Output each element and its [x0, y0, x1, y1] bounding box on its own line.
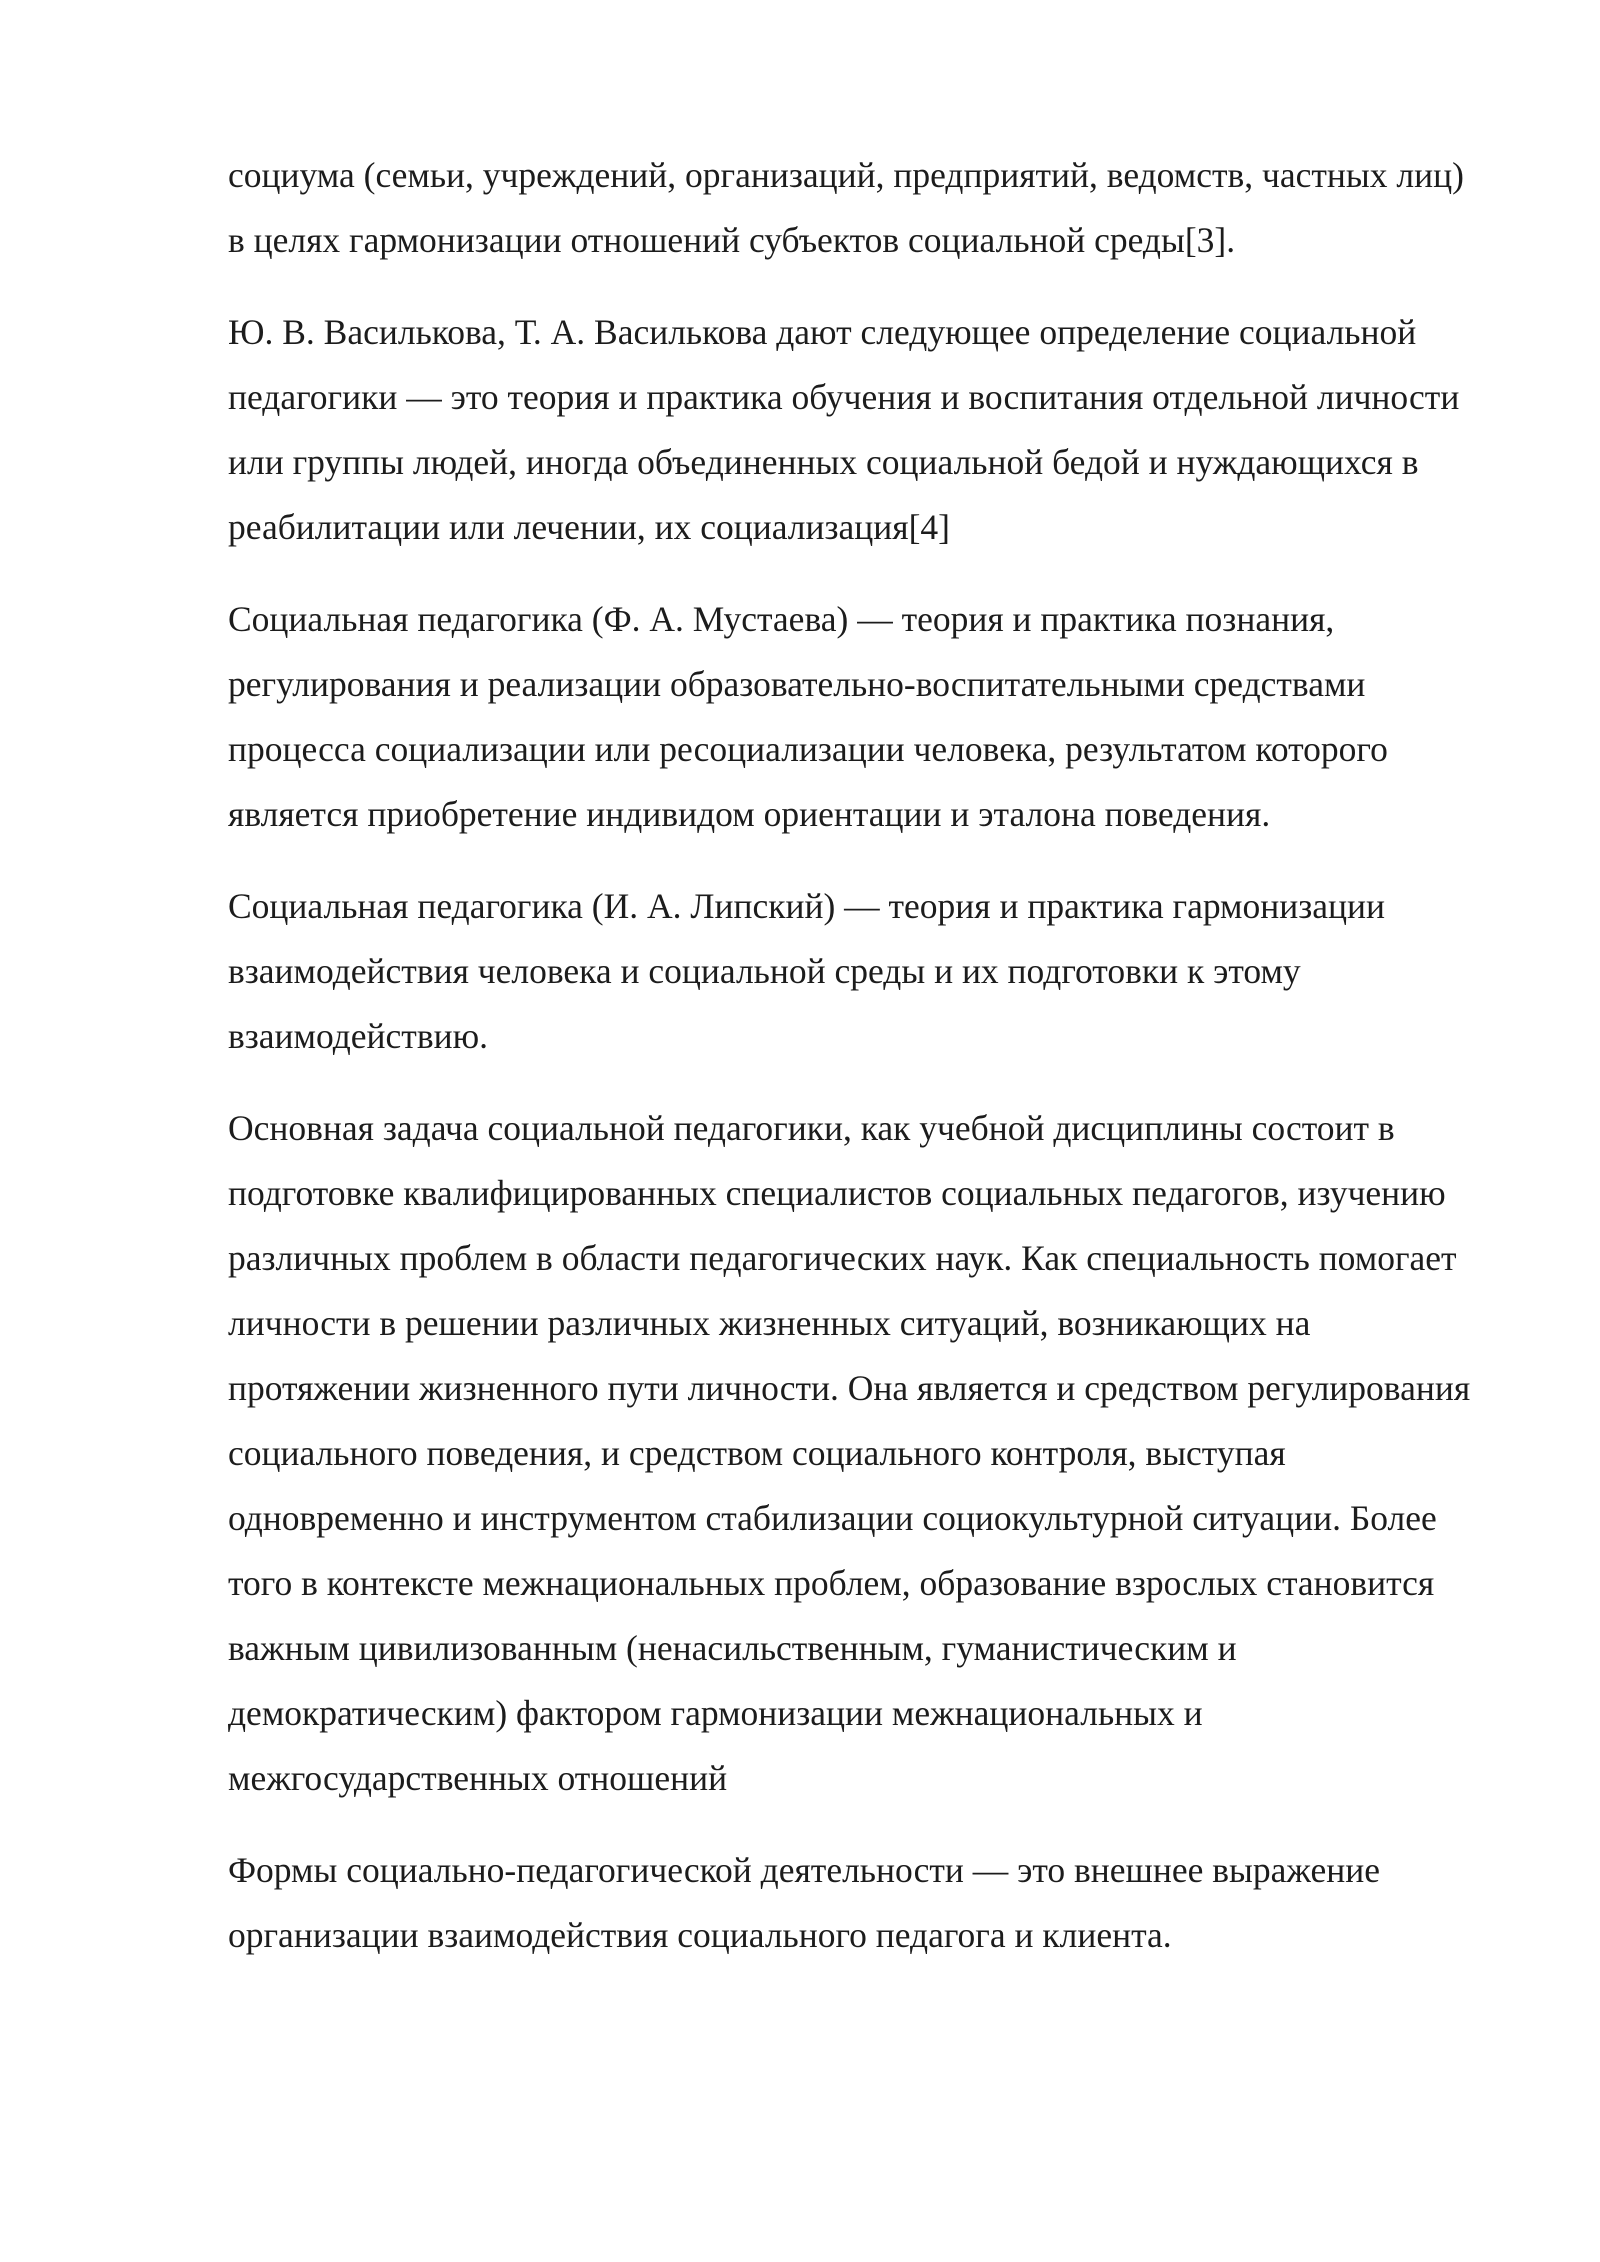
- document-body: [228, 143, 1488, 1995]
- paragraph-mustaeva-definition: Социальная педагогика (Ф. А. Мустаева) — теория и практика познания, регулирования и реализации образовательно-воспитательными средствами процесса социализации или ресоциализации человека, результатом которого является приобретение индивидом ориентации и эталона поведения.: [228, 599, 1388, 834]
- paragraph-forms-of-activity: Формы социально-педагогической деятельности — это внешнее выражение организации взаимодействия социального педагога и клиента.: [228, 1850, 1380, 1955]
- paragraph-sociuma: социума (семьи, учреждений, организаций, предприятий, ведомств, частных лиц) в целях гармонизации отношений субъектов социальной среды[3].: [228, 155, 1464, 260]
- paragraph-lipsky-definition: Социальная педагогика (И. А. Липский) — теория и практика гармонизации взаимодействия человека и социальной среды и их подготовки к этому взаимодействию.: [228, 886, 1386, 1056]
- paragraph-vasilkova-definition: Ю. В. Василькова, Т. А. Василькова дают следующее определение социальной педагогики — это теория и практика обучения и воспитания отдельной личности или группы людей, иногда объединенных социальной бедой и нуждающихся в реабилитации или лечении, их социализация[4]: [228, 312, 1460, 547]
- paragraph-main-task: Основная задача социальной педагогики, как учебной дисциплины состоит в подготовке квалифицированных специалистов социальных педагогов, изучению различных проблем в области педагогических наук. Как специальность помогает личности в решении различных жизненных ситуаций, возникающих на протяжении жизненного пути личности. Она является и средством регулирования социального поведения, и средством социального контроля, выступая одновременно и инструментом стабилизации социокультурной ситуации. Более того в контексте межнациональных проблем, образование взрослых становится важным цивилизованным (ненасильственным, гуманистическим и демократическим) фактором гармонизации межнациональных и межгосударственных отношений: [228, 1108, 1471, 1798]
